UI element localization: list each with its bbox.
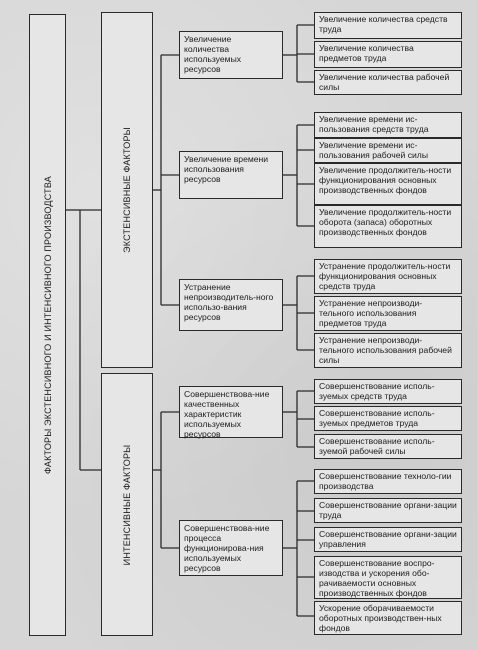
list-item (314, 469, 462, 494)
group-improve-process (179, 520, 283, 576)
list-item (314, 70, 462, 95)
group-eliminate-unproductive (179, 279, 283, 331)
item-label: Ускорение оборачиваемости оборотных производствен-ных фондов (319, 603, 442, 633)
item-label: Устранение продолжитель-ности функционирования основных средств труда (319, 261, 451, 291)
item-label: Совершенствование органи-зации труда (319, 500, 457, 520)
list-item (314, 601, 462, 635)
list-item (314, 138, 462, 163)
list-item (314, 296, 462, 331)
group-label: Увеличение времени использования ресурсов (184, 154, 269, 184)
item-label: Совершенствование органи-зации управления (319, 529, 457, 549)
list-item (314, 333, 462, 368)
list-item (314, 163, 462, 205)
item-label: Совершенствование исполь-зуемой рабочей силы (319, 436, 435, 456)
list-item (314, 556, 462, 599)
group-label: Увеличение количества используемых ресурсов (184, 34, 242, 74)
list-item (314, 498, 462, 523)
list-item (314, 406, 462, 431)
list-item (314, 527, 462, 552)
item-label: Увеличение количества предметов труда (319, 43, 414, 63)
intensive-factors-box (101, 373, 153, 636)
item-label: Увеличение продолжитель-ности оборота (запаса) оборотных производственных фондов (319, 207, 452, 237)
list-item (314, 41, 462, 68)
item-label: Устранение непроизводи-тельного использования рабочей силы (319, 335, 452, 365)
intensive-factors-label: ИНТЕНСИВНЫЕ ФАКТОРЫ (122, 444, 132, 565)
item-label: Увеличение количества рабочей силы (319, 72, 450, 92)
item-label: Совершенствование техноло-гии производства (319, 471, 452, 491)
group-increase-time (179, 151, 283, 199)
group-label: Совершенствова-ние процесса функционирова-ния используемых ресурсов (184, 523, 270, 573)
root-factors-label: ФАКТОРЫ ЭКСТЕНСИВНОГО И ИНТЕНСИВНОГО ПРОИЗВОДСТВА (42, 176, 53, 474)
list-item (314, 112, 462, 138)
extensive-factors-label: ЭКСТЕНСИВНЫЕ ФАКТОРЫ (122, 127, 132, 253)
item-label: Совершенствование исполь-зуемых предметов труда (319, 408, 435, 428)
item-label: Увеличение времени ис-пользования средств труда (319, 114, 429, 134)
group-label: Совершенствова-ние качественных характеристик используемых ресурсов (184, 389, 270, 439)
item-label: Увеличение продолжитель-ности функционирования основных производственных фондов (319, 165, 452, 195)
item-label: Совершенствование воспро-изводства и ускорения обо-рачиваемости основных производственных фондов (319, 558, 435, 598)
item-label: Увеличение количества средств труда (319, 14, 448, 34)
root-factors-box (29, 14, 66, 636)
list-item (314, 259, 462, 294)
item-label: Устранение непроизводи-тельного использования предметов труда (319, 298, 423, 328)
group-increase-quantity (179, 31, 283, 79)
list-item (314, 205, 462, 248)
list-item (314, 12, 462, 39)
item-label: Совершенствование исполь-зуемых средств труда (319, 381, 435, 401)
group-label: Устранение непроизводитель-ного использо-вания ресурсов (184, 282, 274, 322)
group-improve-quality (179, 386, 283, 438)
item-label: Увеличение времени ис-пользования рабочей силы (319, 140, 428, 160)
list-item (314, 379, 462, 404)
extensive-factors-box (101, 12, 153, 368)
list-item (314, 434, 462, 459)
